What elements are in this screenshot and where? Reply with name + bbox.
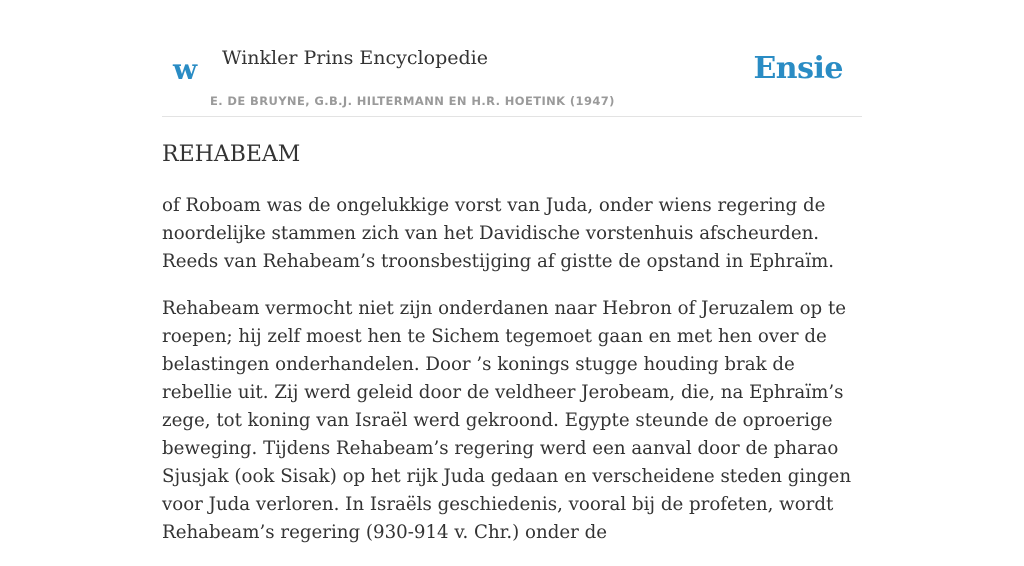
article-body [162, 192, 862, 566]
article-title: REHABEAM [162, 142, 301, 167]
source-authors: E. DE BRUYNE, G.B.J. HILTERMANN EN H.R. HOETINK (1947) [210, 94, 615, 108]
source-logo-icon[interactable]: w [173, 53, 198, 86]
source-title[interactable]: Winkler Prins Encyclopedie [222, 47, 488, 69]
ensie-brand-logo[interactable]: Ensie [753, 51, 843, 86]
article-paragraph: Rehabeam vermocht niet zijn onderdanen naar Hebron of Jeruzalem op te roepen; hij zelf moest hen te Sichem tegemoet gaan en met hen over de belastingen onderhandelen. Door ’s konings stugge houding brak de rebellie uit. Zij werd geleid door de veldheer Jerobeam, die, na Ephraïm’s zege, tot koning van Israël werd gekroond. Egypte steunde de oproerige beweging. Tijdens Rehabeam’s regering werd een aanval door de pharao Sjusjak (ook Sisak) op het rijk Juda gedaan en verscheidene steden gingen voor Juda verloren. In Israëls geschiedenis, vooral bij de profeten, wordt Rehabeam’s regering (930-914 v. Chr.) onder de [162, 298, 852, 543]
source-header [162, 0, 862, 117]
page-container [162, 0, 862, 543]
article-paragraph: of Roboam was de ongelukkige vorst van Juda, onder wiens regering de noordelijke stammen zich van het Davidische vorstenhuis afscheurden. Reeds van Rehabeam’s troonsbestijging af gistte de opstand in Ephraïm. [162, 195, 835, 272]
